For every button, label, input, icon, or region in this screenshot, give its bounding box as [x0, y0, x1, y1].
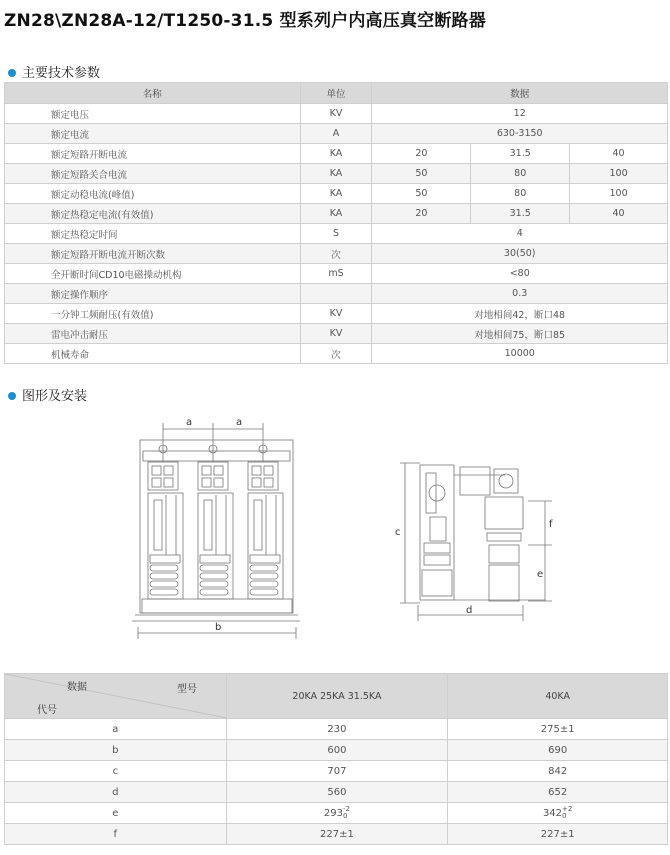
dim-code: c — [5, 761, 227, 782]
dim-value: 652 — [548, 786, 568, 798]
param-value: 对地相间42，断口48 — [372, 304, 668, 324]
param-name: 额定操作顺序 — [5, 284, 301, 304]
param-value-40ka: 100 — [570, 184, 668, 204]
param-value: 4 — [372, 224, 668, 244]
header-data: 数据 — [372, 83, 668, 104]
page-title: ZN28\ZN28A-12/T1250-31.5 型系列户内高压真空断路器 — [4, 11, 486, 31]
param-name: 额定短路关合电流 — [5, 164, 301, 184]
param-unit: 次 — [300, 344, 372, 364]
dim-value-col2 — [448, 824, 668, 845]
dim-label-e: e — [537, 569, 544, 580]
table-row — [5, 224, 668, 244]
dimensions-table — [4, 673, 668, 845]
param-value-31ka: 80 — [471, 164, 570, 184]
dim-value-col2 — [448, 803, 668, 824]
param-value-31ka: 31.5 — [471, 204, 570, 224]
dim-value-col1 — [226, 719, 448, 740]
tolerance-lower: 0 — [562, 812, 567, 820]
param-name: 一分钟工频耐压(有效值) — [5, 304, 301, 324]
table-row — [5, 761, 668, 782]
param-value: 0.3 — [372, 284, 668, 304]
param-value: 对地相间75，断口85 — [372, 324, 668, 344]
header-corner — [5, 674, 227, 719]
dim-label-b: b — [215, 622, 222, 633]
table-row — [5, 164, 668, 184]
param-name: 雷电冲击耐压 — [5, 324, 301, 344]
param-unit: KA — [300, 184, 372, 204]
header-col2: 40KA — [448, 674, 668, 719]
dim-code: f — [5, 824, 227, 845]
table-row — [5, 184, 668, 204]
table-row — [5, 324, 668, 344]
dim-value: 560 — [327, 786, 347, 798]
param-name: 额定动稳电流(峰值) — [5, 184, 301, 204]
dim-label-a1: a — [186, 417, 193, 428]
dim-value: 275±1 — [540, 723, 575, 735]
table-row — [5, 104, 668, 124]
param-value: 10000 — [372, 344, 668, 364]
dim-label-d: d — [466, 605, 473, 616]
table-row — [5, 244, 668, 264]
param-value-40ka: 40 — [570, 144, 668, 164]
dim-value-col1 — [226, 824, 448, 845]
param-name: 额定电压 — [5, 104, 301, 124]
tolerance — [343, 806, 350, 820]
param-name: 额定电流 — [5, 124, 301, 144]
dim-value-col2 — [448, 782, 668, 803]
section-label: 图形及安装 — [22, 389, 88, 404]
table-row — [5, 264, 668, 284]
dim-value-col1 — [226, 761, 448, 782]
specs-table — [4, 82, 668, 364]
dim-value: 227±1 — [320, 828, 354, 840]
param-unit: KV — [300, 324, 372, 344]
table-row — [5, 344, 668, 364]
param-name: 额定短路开断电流 — [5, 144, 301, 164]
dim-value: 707 — [327, 765, 347, 777]
param-value: <80 — [372, 264, 668, 284]
dim-code: e — [5, 803, 227, 824]
table-row — [5, 124, 668, 144]
param-value-31ka: 80 — [471, 184, 570, 204]
section-heading-specs — [8, 62, 100, 81]
dim-value-col1 — [226, 803, 448, 824]
param-unit: KA — [300, 204, 372, 224]
dim-value-col2 — [448, 719, 668, 740]
param-unit: KV — [300, 104, 372, 124]
table-row — [5, 719, 668, 740]
side-view — [400, 463, 552, 621]
dim-value: 293 — [323, 808, 344, 819]
table-row — [5, 144, 668, 164]
table-row — [5, 740, 668, 761]
param-value-20ka: 20 — [372, 204, 471, 224]
param-name: 全开断时间CD10电磁操动机构 — [5, 264, 301, 284]
param-unit: mS — [300, 264, 372, 284]
header-unit: 单位 — [300, 83, 372, 104]
corner-model: 型号 — [177, 684, 197, 695]
table-header-row — [5, 83, 668, 104]
dim-value-col1 — [226, 740, 448, 761]
installation-drawing — [0, 405, 670, 650]
tolerance-upper: +2 — [562, 805, 573, 813]
dim-value-col2 — [448, 740, 668, 761]
table-row — [5, 803, 668, 824]
corner-data: 数据 — [67, 682, 87, 693]
param-unit: 次 — [300, 244, 372, 264]
dim-value: 227±1 — [540, 828, 575, 840]
dim-value: 842 — [548, 765, 568, 777]
tolerance-upper: -2 — [343, 805, 350, 813]
dim-value: 230 — [327, 723, 347, 735]
param-value-40ka: 100 — [570, 164, 668, 184]
corner-code: 代号 — [37, 705, 57, 716]
front-view — [132, 423, 300, 639]
section-heading-drawing — [8, 385, 87, 404]
param-value-31ka: 31.5 — [471, 144, 570, 164]
table-row — [5, 782, 668, 803]
param-value-40ka: 40 — [570, 204, 668, 224]
param-value: 630-3150 — [372, 124, 668, 144]
param-unit — [300, 284, 372, 304]
bullet-dot-icon — [8, 69, 16, 77]
param-value-20ka: 50 — [372, 184, 471, 204]
param-value-20ka: 20 — [372, 144, 471, 164]
param-name: 额定短路开断电流开断次数 — [5, 244, 301, 264]
header-name: 名称 — [5, 83, 301, 104]
section-label: 主要技术参数 — [22, 66, 101, 81]
param-unit: A — [300, 124, 372, 144]
param-unit: S — [300, 224, 372, 244]
tolerance — [562, 806, 572, 820]
param-name: 机械寿命 — [5, 344, 301, 364]
param-value: 30(50) — [372, 244, 668, 264]
param-name: 额定热稳定电流(有效值) — [5, 204, 301, 224]
param-unit: KA — [300, 144, 372, 164]
dim-code: b — [5, 740, 227, 761]
dim-label-f: f — [549, 519, 553, 530]
param-unit: KA — [300, 164, 372, 184]
dim-value-col2 — [448, 761, 668, 782]
param-name: 额定热稳定时间 — [5, 224, 301, 244]
dim-value-col1 — [226, 782, 448, 803]
param-value-20ka: 50 — [372, 164, 471, 184]
table-row — [5, 284, 668, 304]
dim-code: d — [5, 782, 227, 803]
header-col1: 20KA 25KA 31.5KA — [226, 674, 448, 719]
dim-value: 690 — [548, 744, 568, 756]
dim-value: 600 — [327, 744, 347, 756]
dim-value: 342 — [542, 808, 563, 819]
table-row — [5, 304, 668, 324]
param-value: 12 — [372, 104, 668, 124]
dim-label-a2: a — [236, 417, 243, 428]
dim-code: a — [5, 719, 227, 740]
table-row — [5, 204, 668, 224]
param-unit: KV — [300, 304, 372, 324]
table-header-row — [5, 674, 668, 719]
table-row — [5, 824, 668, 845]
bullet-dot-icon — [8, 392, 16, 400]
dim-label-c: c — [395, 527, 401, 538]
tolerance-lower: 0 — [343, 812, 348, 820]
